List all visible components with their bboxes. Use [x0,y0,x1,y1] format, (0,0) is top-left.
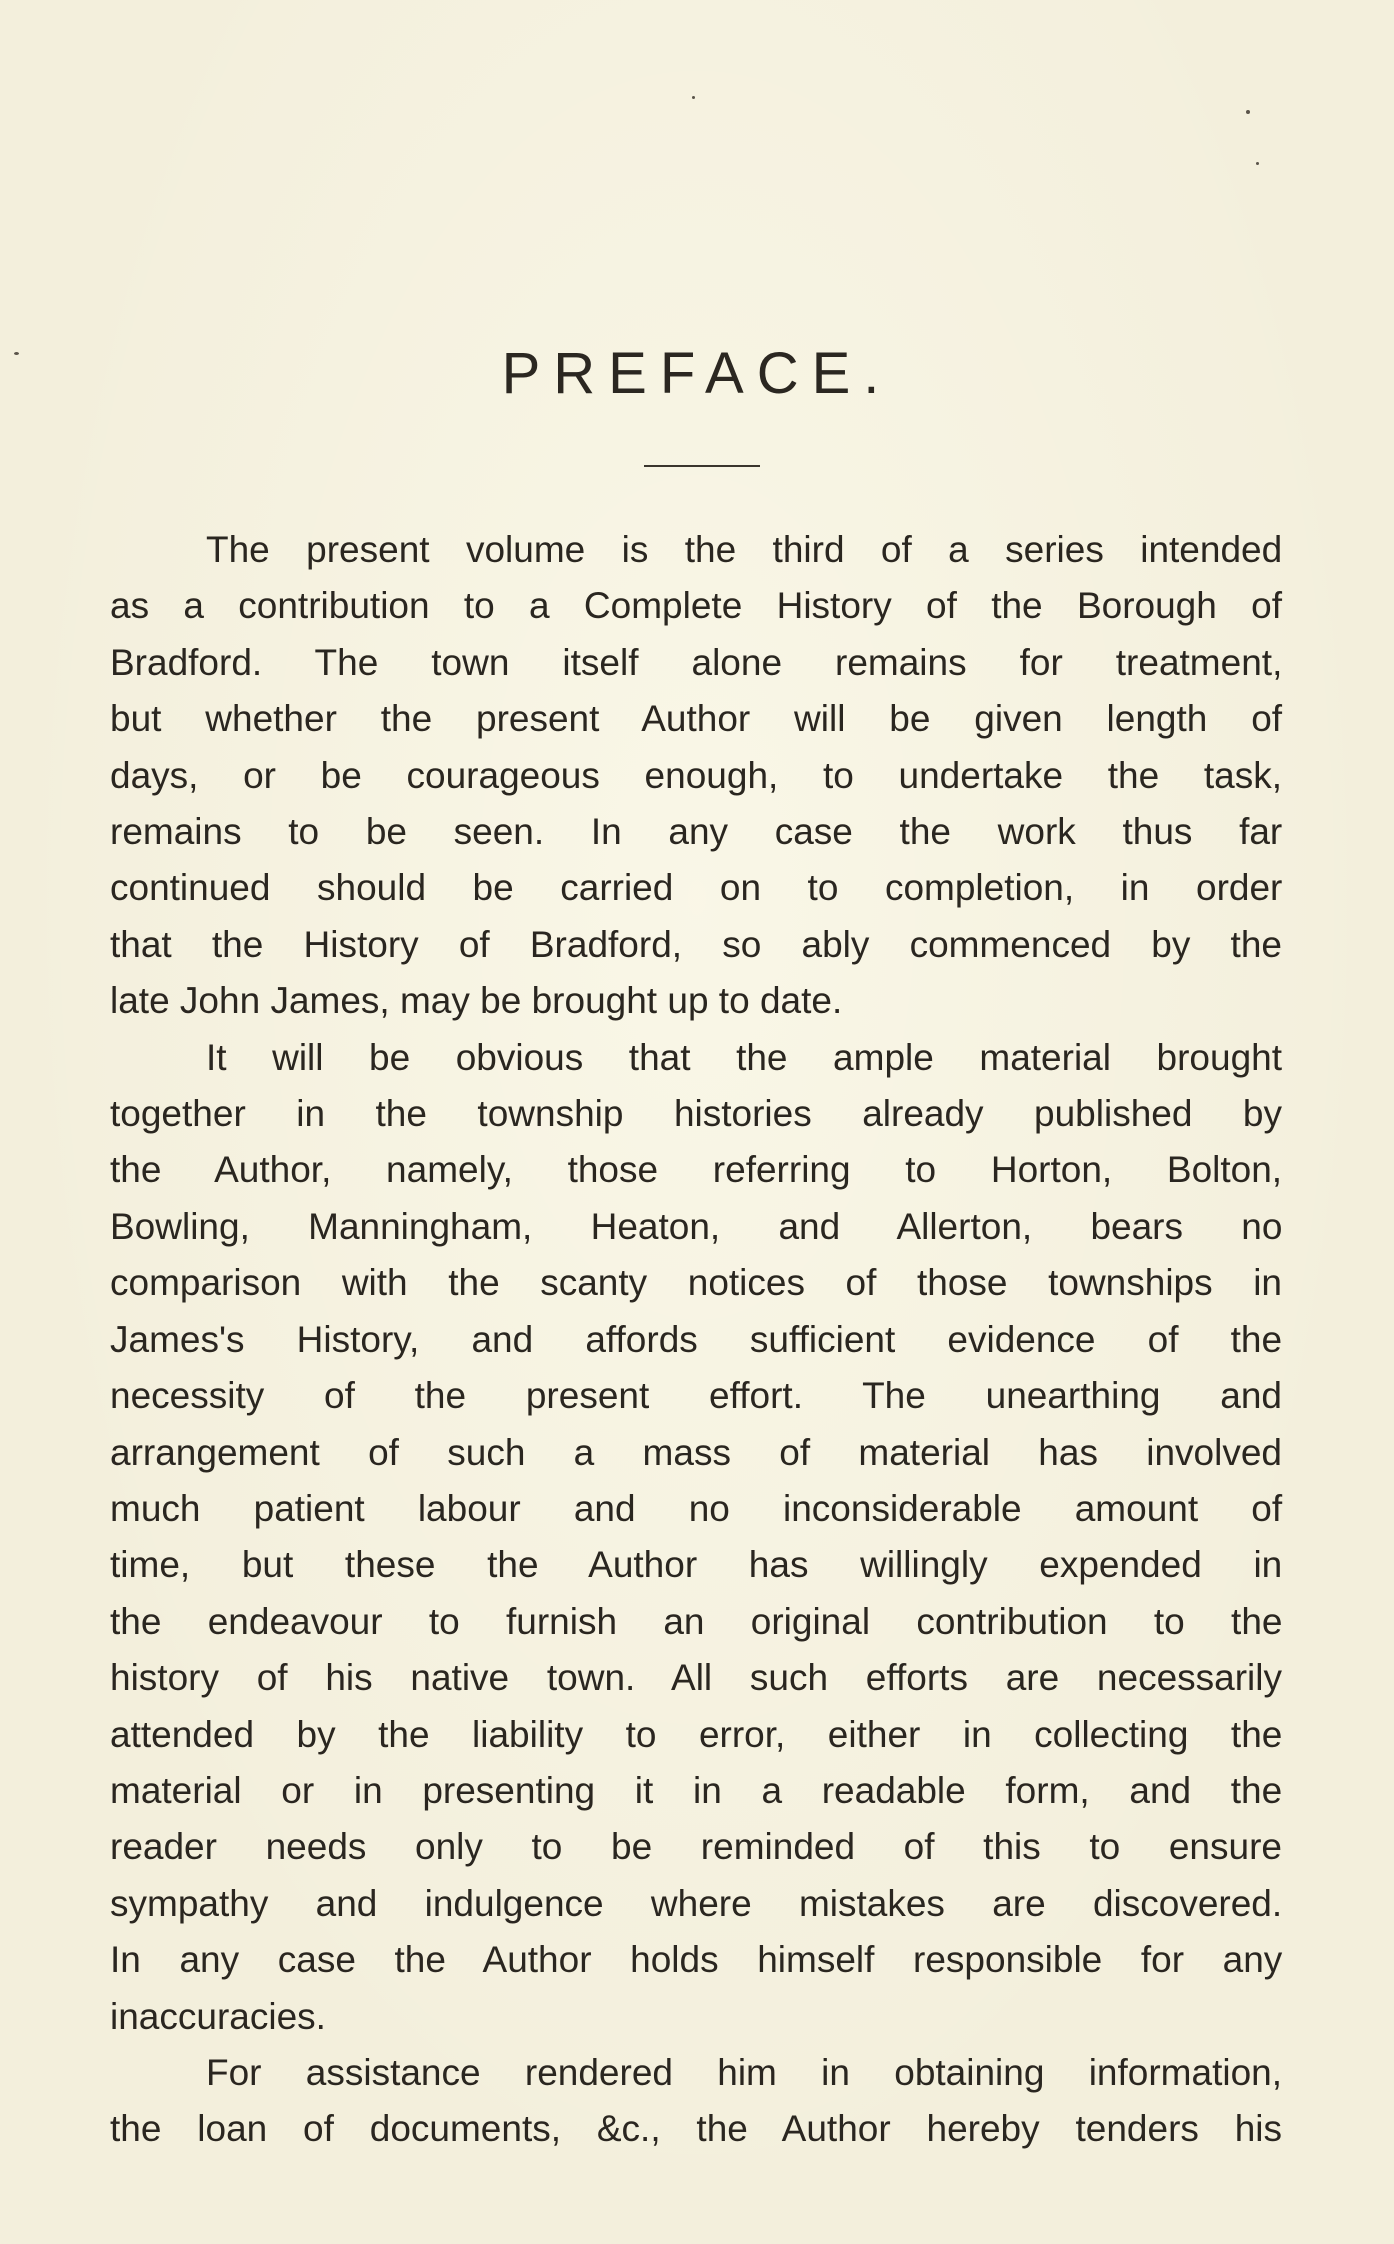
text-line: much patient labour and no inconsiderable amount of [110,1487,1283,1529]
text-line: In any case the Author holds himself responsible for any [110,1939,1283,1981]
preface-text [110,522,1282,2158]
text-line: sympathy and indulgence where mistakes are discovered. [110,1882,1283,1924]
title-rule [644,465,760,467]
text-line: necessity of the present effort. The unearthing and [110,1375,1282,1417]
text-line: the Author, namely, those referring to Horton, Bolton, [110,1149,1283,1191]
text-line: but whether the present Author will be given length of [110,698,1283,740]
text-line: attended by the liability to error, either in collecting the [110,1713,1283,1755]
text-line: days, or be courageous enough, to undertake the task, [110,754,1282,796]
text-line: material or in presenting it in a readable form, and the [110,1769,1283,1811]
text-line: time, but these the Author has willingly expended in [110,1544,1283,1586]
text-line: the endeavour to furnish an original contribution to the [110,1600,1283,1642]
text-line: Bowling, Manningham, Heaton, and Allerton, bears no [110,1205,1283,1247]
text-line: that the History of Bradford, so ably commenced by the [110,923,1282,965]
print-speck [692,96,695,99]
paragraph-3 [110,2045,1282,2158]
text-line: comparison with the scanty notices of those townships in [110,1262,1282,1304]
text-line: late John James, may be brought up to date. [110,980,843,1022]
print-speck [1256,162,1259,165]
text-line: The present volume is the third of a series intended [206,529,1283,570]
text-line: as a contribution to a Complete History of the Borough of [110,585,1282,627]
text-line: Bradford. The town itself alone remains for treatment, [110,641,1283,683]
text-line: the loan of documents, &c., the Author hereby tenders his [110,2108,1283,2150]
text-line: continued should be carried on to completion, in order [110,867,1283,909]
paragraph-2 [110,1030,1282,2045]
print-speck [1246,110,1250,114]
text-line: remains to be seen. In any case the work thus far [110,811,1283,853]
text-line: inaccuracies. [110,1995,326,2037]
text-line: It will be obvious that the ample material brought [206,1036,1282,1078]
text-line: reader needs only to be reminded of this to ensure [110,1826,1282,1868]
text-line: For assistance rendered him in obtaining information, [206,2051,1283,2093]
page-title: PREFACE. [501,341,893,406]
text-line: together in the township histories already published by [110,1093,1282,1135]
text-line: James's History, and affords sufficient evidence of the [110,1318,1283,1360]
text-line: history of his native town. All such efforts are necessarily [110,1657,1282,1699]
text-line: arrangement of such a mass of material has involved [110,1431,1282,1473]
paragraph-1 [110,522,1282,1030]
